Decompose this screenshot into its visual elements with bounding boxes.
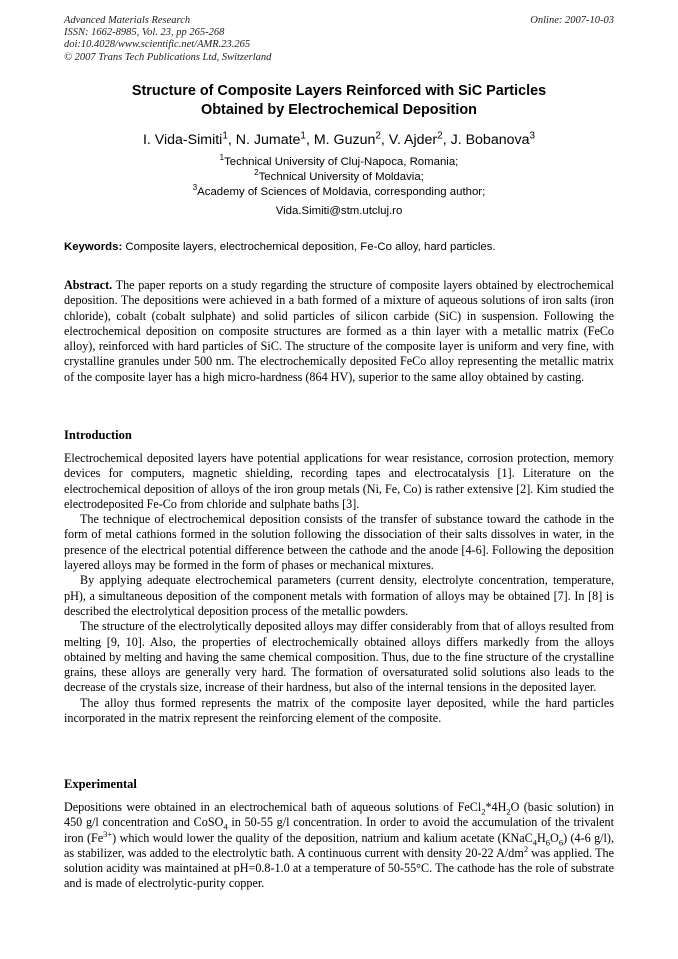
abstract-text: The paper reports on a study regarding the structure of composite layers obtained by electrochemical deposition. The depositions were achieved in a bath formed of a mixture of aqueous solutions of iron salts (iron chloride), cobalt (cobalt sulphate) and solid particles of silicon carbide (SiC) in suspension. Following the electrochemical deposition on composite structures are formed as a thin layer with a metallic matrix (FeCo alloy), reinforced with hard particles of SiC. The structure of the composite layer is uniform and very fine, with crystalline granules under 500 nm. The electrochemically deposited FeCo alloy representing the metallic matrix of the composite layer has a high micro-hardness (864 HV), superior to the same alloy obtained by casting. [64,278,614,384]
text-run: O [550,830,559,845]
keywords [64,241,614,253]
affiliation-text: Technical University of Cluj-Napoca, Romania; [224,156,459,168]
affiliation [64,155,614,170]
subscript: 6 [545,837,551,848]
text-run: was applied. The solution acidity was maintained at pH=0.8-1.0 at a temperature of 50-55°C. The cathode has the role of substrate and is made of electrolytic-purity copper. [64,845,614,891]
subscript: 6 [558,837,564,848]
paragraph: By applying adequate electrochemical parameters (current density, electrolyte concentration, temperature, pH), a simultaneous deposition of the component metals with formation of alloys may be obtained [7]. In [8] is described the electrolytical deposition process of the metallic powders. [64,573,614,618]
author-affiliation-mark: 1 [300,130,306,142]
author-list: I. Vida-Simiti$^1$, N. Jumate$^1$, M. Guzun$^2$, V. Ajder$^2$, J. Bobanova$^3$ [142,130,536,148]
author: M. Guzun [313,132,376,148]
paragraph: The structure of the electrolytically deposited alloys may differ considerably from that of alloys resulted from melting [9, 10]. Also, the properties of electrochemically obtained alloys differs markedly from the alloys obtained by melting and having the same chemical composition. Thus, due to the fine structure of the crystalline grains, these alloys are generally very hard. The formation of oversaturated solid solutions also leads to the decrease of the crystals size, increase of their hardness, but also of the internal tensions in the deposited layer. [64,619,614,695]
introduction-body [64,451,614,726]
experimental-body [64,800,614,892]
affiliation-text: Technical University of Moldavia; [258,171,424,183]
doi: doi:10.4028/www.scientific.net/AMR.23.265 [64,39,251,51]
subscript: 2 [481,806,486,817]
author: I. Vida-Simiti [142,132,223,148]
text-run: ) (4-6 g/l), as stabilizer, was added to the electrolytic bath. A continuous current with density 20-22 A/dm [64,830,614,860]
author-affiliation-mark: 2 [375,130,381,142]
text-run: *4H [485,800,507,814]
text-run: in 50-55 g/l concentration. In order to avoid the accumulation of the trivalent iron (Fe [64,815,615,845]
affiliation [64,170,614,185]
author-affiliation-mark: 3 [529,130,536,142]
author-email: Vida.Simiti@stm.utcluj.ro [275,205,403,217]
text-run: ) which would lower the quality of the deposition, natrium and kalium acetate (KNaC [112,830,533,845]
journal-header [64,15,271,64]
superscript: 2 [523,843,529,854]
section-heading-experimental: Experimental [64,777,137,791]
superscript: 3+ [103,828,113,839]
keywords-text: Composite layers, electrochemical deposition, Fe-Co alloy, hard particles. [125,241,496,253]
text-run: H [537,830,546,845]
paper-title [64,82,614,120]
text-run: O (basic solution) in 450 g/l concentration and CoSO [64,800,614,830]
subscript: 4 [532,837,537,848]
text-run: Depositions were obtained in an electrochemical bath of aqueous solutions of FeCl [64,800,482,814]
paragraph: Electrochemical deposited layers have potential applications for wear resistance, corrosion protection, memory devices for computers, magnetic shielding, recording tapes and electrocatalysis [1]. Literature on the electrochemical deposition of alloys of the iron group metals (Ni, Fe, Co) is rather extensive [2]. Kim studied the electrodeposited Fe-Co from chloride and sulphate baths [3]. [64,451,614,511]
paragraph [64,800,614,892]
paragraph: The technique of electrochemical deposition consists of the transfer of substance toward the cathode in the form of metal cathions formed in the solution following the dissociation of their salts dissolves in water, in the presence of the electrical potential difference between the cathode and the anode [4-6]. Following the deposition layered alloys may be formed in the form of phases or mechanical mixtures. [64,512,614,573]
affiliation-number: 1 [219,153,225,163]
author: N. Jumate [235,132,301,148]
affiliation-list [64,155,614,200]
paragraph: The alloy thus formed represents the matrix of the composite layer deposited, while the hard particles incorporated in the matrix represent the reinforcing element of the composite. [64,695,614,726]
author: V. Ajder [388,132,438,148]
journal-name: Advanced Materials Research [64,15,191,26]
affiliation-number: 2 [254,168,259,178]
affiliation-text: Academy of Sciences of Moldavia, corresponding author; [197,186,486,198]
abstract [64,278,614,385]
affiliation [64,185,614,200]
author-affiliation-mark: 2 [437,130,443,142]
section-heading-introduction: Introduction [64,428,132,442]
title-line-1: Structure of Composite Layers Reinforced with SiC Particles [131,83,547,99]
author-affiliation-mark: 1 [222,130,228,142]
author: J. Bobanova [450,132,530,148]
copyright: © 2007 Trans Tech Publications Ltd, Switzerland [64,51,272,63]
online-date: Online: 2007-10-03 [530,15,614,26]
abstract-label: Abstract. [64,278,113,292]
subscript: 2 [506,806,511,817]
issn: ISSN: 1662-8985, Vol. 23, pp 265-268 [64,27,225,39]
subscript: 4 [223,821,228,832]
title-line-2: Obtained by Electrochemical Deposition [201,102,477,118]
keywords-label: Keywords: [64,241,123,253]
affiliation-number: 3 [192,183,198,193]
